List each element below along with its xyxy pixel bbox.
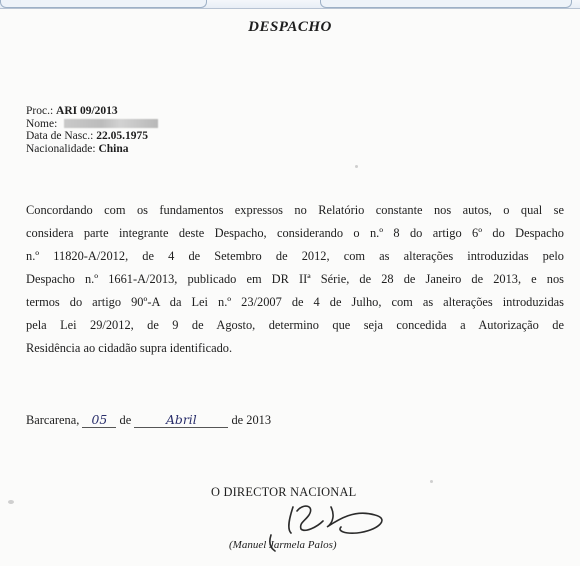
signatory-name: (Manuel Jarmela Palos) xyxy=(229,539,337,551)
scan-speck xyxy=(8,500,14,504)
nationality-row xyxy=(26,143,158,156)
signatory-role: O DIRECTOR NACIONAL xyxy=(211,485,357,499)
proc-value: ARI 09/2013 xyxy=(56,105,118,117)
body-line: n.º 11820-A/2012, de 4 de Setembro de 2012, com as alterações introduzidas pelo xyxy=(26,249,564,263)
birth-value: 22.05.1975 xyxy=(96,130,148,142)
handwritten-day: 05 xyxy=(82,412,116,428)
nationality-label: Nacionalidade: xyxy=(26,142,96,155)
date-connector: de xyxy=(119,413,132,427)
despacho-body xyxy=(26,199,564,360)
nationality-value: China xyxy=(98,142,129,155)
handwritten-month: Abril xyxy=(134,412,228,428)
toolbar-right-edge xyxy=(320,0,572,8)
document-title: DESPACHO xyxy=(248,19,332,35)
window-top-edge xyxy=(0,0,580,9)
body-line: Residência ao cidadão supra identificado. xyxy=(26,341,233,355)
name-label: Nome: xyxy=(26,117,58,130)
case-metadata xyxy=(26,105,158,155)
toolbar-left-edge xyxy=(0,0,207,8)
scan-speck xyxy=(355,165,358,168)
place: Barcarena, xyxy=(26,413,80,427)
body-line: considera parte integrante deste Despacho, considerando o n.º 8 do artigo 6º do Despacho xyxy=(26,226,564,240)
proc-label: Proc.: xyxy=(26,105,54,117)
body-line: Despacho n.º 1661-A/2013, publicado em DR IIª Série, de 28 de Janeiro de 2013, e nos xyxy=(26,272,564,286)
body-line: pela Lei 29/2012, de 9 de Agosto, determino que seja concedida a Autorização de xyxy=(26,318,564,332)
redacted-name xyxy=(64,119,158,128)
birth-label: Data de Nasc.: xyxy=(26,130,94,142)
name-row xyxy=(26,118,158,131)
date-year: de 2013 xyxy=(231,413,272,427)
birth-row xyxy=(26,130,158,143)
date-line xyxy=(26,412,271,428)
body-line: Concordando com os fundamentos expressos no Relatório constante nos autos, o qual se xyxy=(26,203,564,217)
scan-speck xyxy=(430,480,433,483)
proc-row xyxy=(26,105,158,118)
body-line: termos do artigo 90º-A da Lei n.º 23/2007 de 4 de Julho, com as alterações introduzidas xyxy=(26,295,564,309)
